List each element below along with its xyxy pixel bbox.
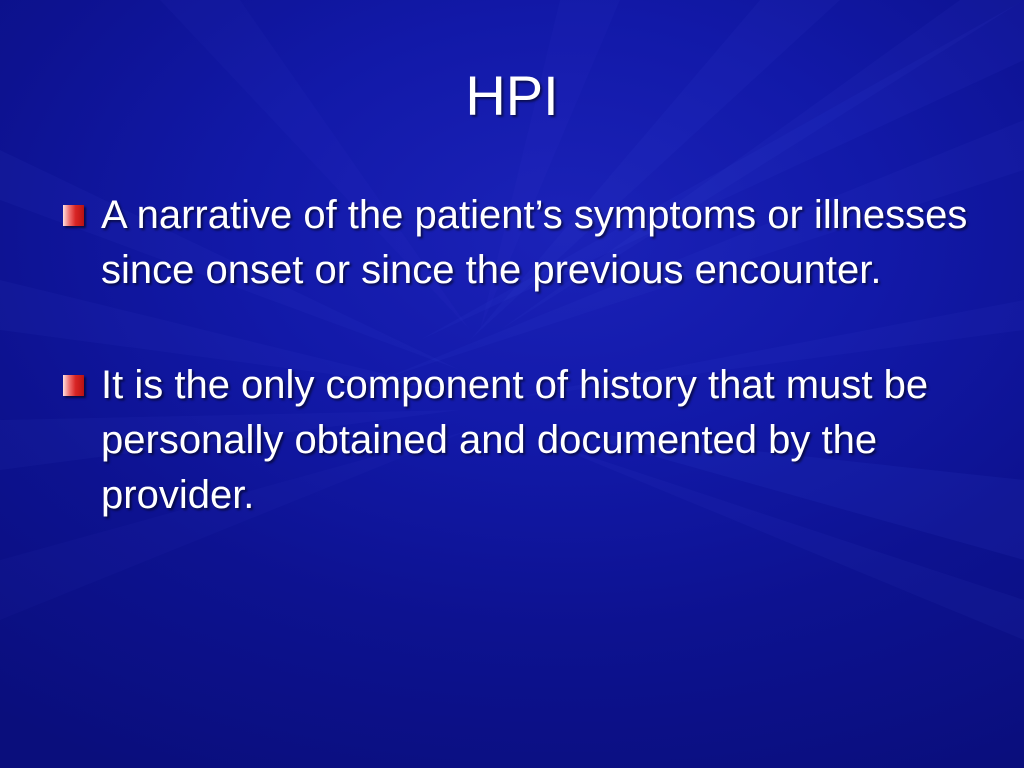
bullet-item — [58, 188, 978, 298]
square-bullet-icon — [63, 375, 84, 396]
bullet-list — [58, 188, 978, 523]
bullet-text: It is the only component of history that must be personally obtained and documented by the provider. — [101, 363, 929, 517]
slide-title: HPI — [465, 64, 559, 127]
bullet-item — [58, 358, 978, 523]
bullet-text: A narrative of the patient’s symptoms or illnesses since onset or since the previous encounter. — [101, 193, 968, 292]
square-bullet-icon — [63, 205, 84, 226]
